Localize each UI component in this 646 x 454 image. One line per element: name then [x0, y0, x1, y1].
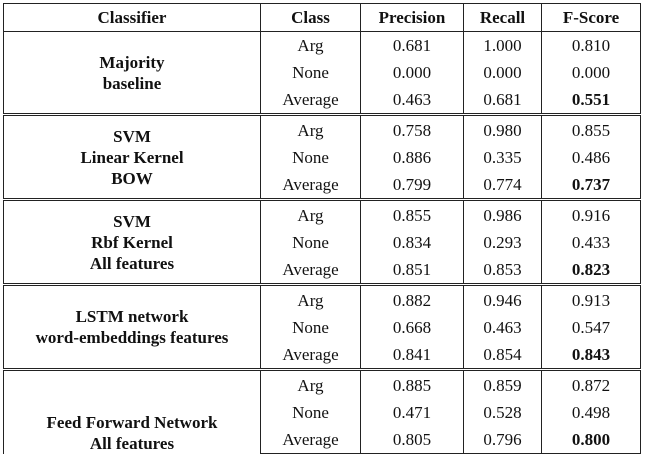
precision-cell: 0.851	[361, 256, 464, 285]
group-majority-baseline	[4, 32, 641, 115]
group-svm-linear-bow	[4, 115, 641, 200]
class-cell: Average	[261, 86, 361, 115]
classifier-name	[4, 32, 261, 115]
fscore-cell-best: 0.823	[542, 256, 641, 285]
fscore-cell-best: 0.551	[542, 86, 641, 115]
recall-cell: 0.463	[464, 314, 542, 341]
classifier-name-line: All features	[89, 433, 175, 453]
classifier-name-line: baseline	[102, 73, 162, 93]
precision-cell: 0.668	[361, 314, 464, 341]
class-cell: None	[261, 314, 361, 341]
precision-cell: 0.758	[361, 115, 464, 145]
classifier-name-line: BOW	[111, 168, 153, 188]
class-cell: Arg	[261, 115, 361, 145]
precision-cell: 0.841	[361, 341, 464, 370]
header-fscore: F-Score	[542, 4, 641, 32]
header-recall: Recall	[464, 4, 542, 32]
recall-cell: 0.853	[464, 256, 542, 285]
precision-cell: 0.000	[361, 59, 464, 86]
classifier-name-line: SVM	[113, 211, 151, 231]
recall-cell: 0.859	[464, 370, 542, 400]
class-cell: Average	[261, 426, 361, 454]
class-cell: Average	[261, 341, 361, 370]
precision-cell: 0.886	[361, 144, 464, 171]
recall-cell: 0.528	[464, 399, 542, 426]
fscore-cell: 0.433	[542, 229, 641, 256]
fscore-cell: 0.486	[542, 144, 641, 171]
precision-cell: 0.463	[361, 86, 464, 115]
group-lstm	[4, 285, 641, 370]
fscore-cell: 0.916	[542, 200, 641, 230]
classifier-name-line: Rbf Kernel	[91, 232, 173, 252]
classifier-name-line: LSTM network	[75, 307, 189, 326]
precision-cell: 0.471	[361, 399, 464, 426]
recall-cell: 0.986	[464, 200, 542, 230]
table-row	[4, 200, 641, 230]
header-row	[4, 4, 641, 32]
group-svm-rbf-all	[4, 200, 641, 285]
table-row	[4, 285, 641, 315]
precision-cell: 0.834	[361, 229, 464, 256]
fscore-cell: 0.810	[542, 32, 641, 60]
fscore-cell: 0.855	[542, 115, 641, 145]
results-table	[3, 3, 641, 454]
precision-cell: 0.805	[361, 426, 464, 454]
recall-cell: 0.796	[464, 426, 542, 454]
recall-cell: 0.774	[464, 171, 542, 200]
class-cell: Arg	[261, 200, 361, 230]
class-cell: None	[261, 399, 361, 426]
classifier-name-line: Feed Forward Network	[46, 412, 218, 432]
header-precision: Precision	[361, 4, 464, 32]
header-class: Class	[261, 4, 361, 32]
precision-cell: 0.885	[361, 370, 464, 400]
fscore-cell-best: 0.800	[542, 426, 641, 454]
classifier-name-line: All features	[89, 253, 175, 273]
table-row	[4, 370, 641, 400]
class-cell: Arg	[261, 285, 361, 315]
table-row	[4, 32, 641, 60]
recall-cell: 0.681	[464, 86, 542, 115]
recall-cell: 0.854	[464, 341, 542, 370]
precision-cell: 0.855	[361, 200, 464, 230]
fscore-cell-best: 0.843	[542, 341, 641, 370]
fscore-cell: 0.913	[542, 285, 641, 315]
fscore-cell: 0.872	[542, 370, 641, 400]
classifier-name-line: SVM	[113, 126, 151, 146]
class-cell: Average	[261, 256, 361, 285]
class-cell: None	[261, 229, 361, 256]
classifier-name-line: Linear Kernel	[80, 147, 184, 167]
precision-cell: 0.681	[361, 32, 464, 60]
class-cell: None	[261, 59, 361, 86]
class-cell: Average	[261, 171, 361, 200]
classifier-name	[4, 115, 261, 200]
recall-cell: 0.335	[464, 144, 542, 171]
precision-cell: 0.799	[361, 171, 464, 200]
classifier-name	[4, 370, 261, 454]
table-row	[4, 115, 641, 145]
recall-cell: 0.000	[464, 59, 542, 86]
fscore-cell: 0.000	[542, 59, 641, 86]
fscore-cell: 0.498	[542, 399, 641, 426]
group-feed-forward	[4, 370, 641, 454]
classifier-name-line: word-embeddings features	[35, 328, 229, 347]
recall-cell: 1.000	[464, 32, 542, 60]
fscore-cell-best: 0.737	[542, 171, 641, 200]
classifier-name	[4, 200, 261, 285]
class-cell: None	[261, 144, 361, 171]
recall-cell: 0.946	[464, 285, 542, 315]
recall-cell: 0.980	[464, 115, 542, 145]
class-cell: Arg	[261, 370, 361, 400]
recall-cell: 0.293	[464, 229, 542, 256]
classifier-name-line: Majority	[99, 52, 165, 72]
fscore-cell: 0.547	[542, 314, 641, 341]
class-cell: Arg	[261, 32, 361, 60]
classifier-name	[4, 285, 261, 370]
header-classifier: Classifier	[4, 4, 261, 32]
precision-cell: 0.882	[361, 285, 464, 315]
